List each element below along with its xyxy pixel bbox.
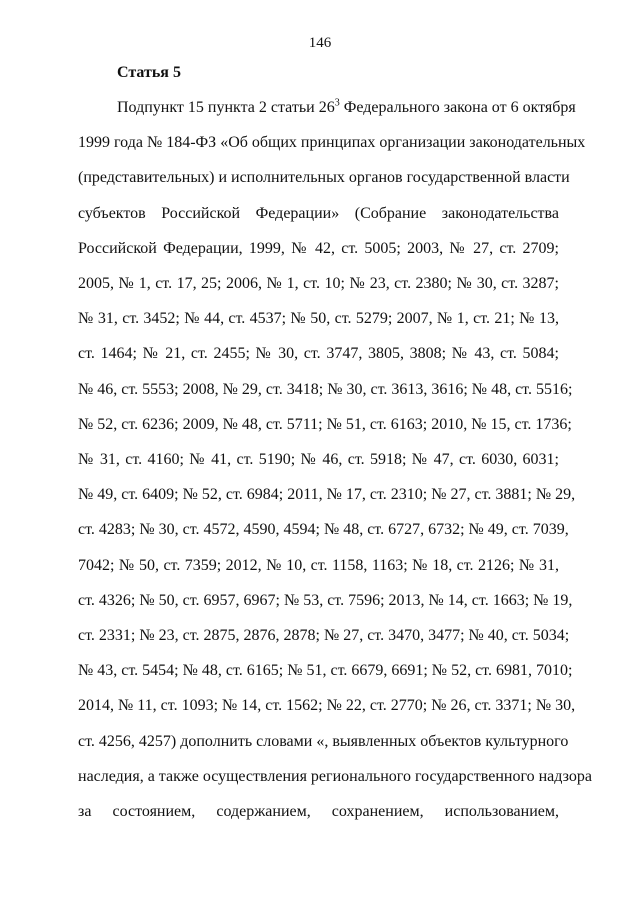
body-line: наследия, а также осуществления регионального государственного надзора	[78, 767, 592, 785]
body-line: субъектов Российской Федерации» (Собрание законодательства	[78, 204, 559, 222]
body-line: № 46, ст. 5553; 2008, № 29, ст. 3418; № 30, ст. 3613, 3616; № 48, ст. 5516;	[78, 380, 573, 398]
body-line: ст. 4283; № 30, ст. 4572, 4590, 4594; № 48, ст. 6727, 6732; № 49, ст. 7039,	[78, 521, 569, 539]
body-line: 2014, № 11, ст. 1093; № 14, ст. 1562; № 22, ст. 2770; № 26, ст. 3371; № 30,	[78, 697, 576, 715]
body-line: 2005, № 1, ст. 17, 25; 2006, № 1, ст. 10; № 23, ст. 2380; № 30, ст. 3287;	[78, 275, 559, 292]
body-line: ст. 2331; № 23, ст. 2875, 2876, 2878; № 27, ст. 3470, 3477; № 40, ст. 5034;	[78, 627, 570, 644]
body-line: № 52, ст. 6236; 2009, № 48, ст. 5711; № 51, ст. 6163; 2010, № 15, ст. 1736;	[78, 415, 572, 433]
body-line: 7042; № 50, ст. 7359; 2012, № 10, ст. 1158, 1163; № 18, ст. 2126; № 31,	[78, 556, 559, 574]
body-line: № 49, ст. 6409; № 52, ст. 6984; 2011, № 17, ст. 2310; № 27, ст. 3881; № 29,	[78, 486, 576, 504]
superscript: 3	[334, 97, 340, 109]
body-line: ст. 1464; № 21, ст. 2455; № 30, ст. 3747, 3805, 3808; № 43, ст. 5084;	[78, 345, 559, 363]
page-number: 146	[308, 35, 332, 51]
body-line: № 31, ст. 4160; № 41, ст. 5190; № 46, ст. 5918; № 47, ст. 6030, 6031;	[78, 451, 559, 468]
body-line: Подпункт 15 пункта 2 статьи $26^3$ Федерального закона от 6 октября	[117, 97, 576, 116]
article-heading: Статья 5	[117, 64, 181, 81]
body-line: (представительных) и исполнительных органов государственной власти	[78, 169, 570, 187]
body-line: ст. 4326; № 50, ст. 6957, 6967; № 53, ст. 7596; 2013, № 14, ст. 1663; № 19,	[78, 591, 573, 609]
body-line: 1999 года № 184-ФЗ «Об общих принципах организации законодательных	[78, 134, 586, 152]
body-line: Российской Федерации, 1999, № 42, ст. 5005; 2003, № 27, ст. 2709;	[78, 239, 559, 257]
body-line: ст. 4256, 4257) дополнить словами «, выявленных объектов культурного	[78, 732, 569, 750]
body-line: № 31, ст. 3452; № 44, ст. 4537; № 50, ст. 5279; 2007, № 1, ст. 21; № 13,	[78, 310, 559, 328]
body-line: за состоянием, содержанием, сохранением, использованием,	[78, 803, 559, 820]
body-line: № 43, ст. 5454; № 48, ст. 6165; № 51, ст. 6679, 6691; № 52, ст. 6981, 7010;	[78, 662, 573, 680]
